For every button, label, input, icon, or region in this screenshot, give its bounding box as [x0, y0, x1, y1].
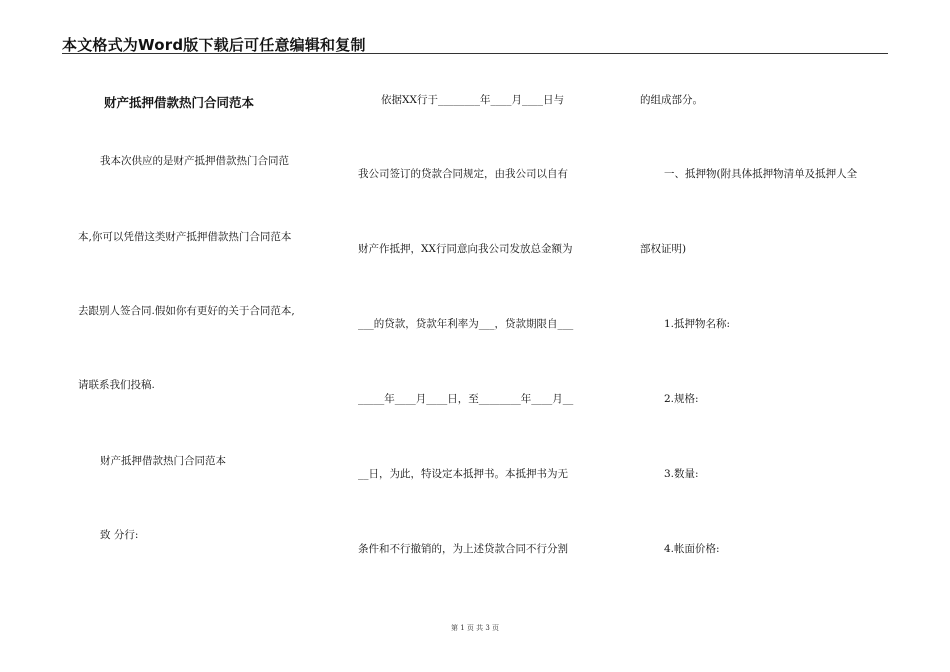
- col2-line-5: _____年____月____日，至________年____月__: [358, 393, 574, 405]
- col1-line-2: 本,你可以凭借这类财产抵押借款热门合同范本: [78, 231, 292, 243]
- col3-line-7: 4.帐面价格:: [664, 543, 720, 555]
- page-number-footer: 第 1 页 共 3 页: [450, 624, 500, 632]
- col2-line-7: 条件和不行撤销的，为上述贷款合同不行分割: [358, 543, 568, 555]
- col1-line-5: 财产抵押借款热门合同范本: [100, 455, 226, 467]
- col2-line-3: 财产作抵押，XX行同意向我公司发放总金额为: [358, 243, 573, 255]
- col1-line-3: 去跟别人签合同.假如你有更好的关于合同范本,: [78, 305, 295, 317]
- document-header: 本文格式为Word版下载后可任意编辑和复制: [62, 36, 366, 54]
- col1-line-4: 请联系我们投稿.: [78, 379, 155, 391]
- col3-line-3: 部权证明): [640, 243, 687, 255]
- col3-line-4: 1.抵押物名称:: [664, 318, 731, 330]
- col1-line-6: 致 分行:: [100, 529, 139, 541]
- col3-line-2: 一、抵押物(附具体抵押物清单及抵押人全: [664, 168, 858, 180]
- col1-line-1: 我本次供应的是财产抵押借款热门合同范: [100, 155, 289, 167]
- col3-line-6: 3.数量:: [664, 468, 699, 480]
- col2-line-1: 依据XX行于________年____月____日与: [381, 94, 564, 106]
- header-divider: [62, 53, 888, 54]
- col2-line-2: 我公司签订的贷款合同规定，由我公司以自有: [358, 168, 568, 180]
- col2-line-6: __日，为此，特设定本抵押书。本抵押书为无: [358, 468, 568, 480]
- document-title: 财产抵押借款热门合同范本: [104, 95, 255, 110]
- col3-line-1: 的组成部分。: [640, 94, 703, 106]
- col3-line-5: 2.规格:: [664, 393, 699, 405]
- col2-line-4: ___的贷款，贷款年利率为___，贷款期限自___: [358, 318, 574, 330]
